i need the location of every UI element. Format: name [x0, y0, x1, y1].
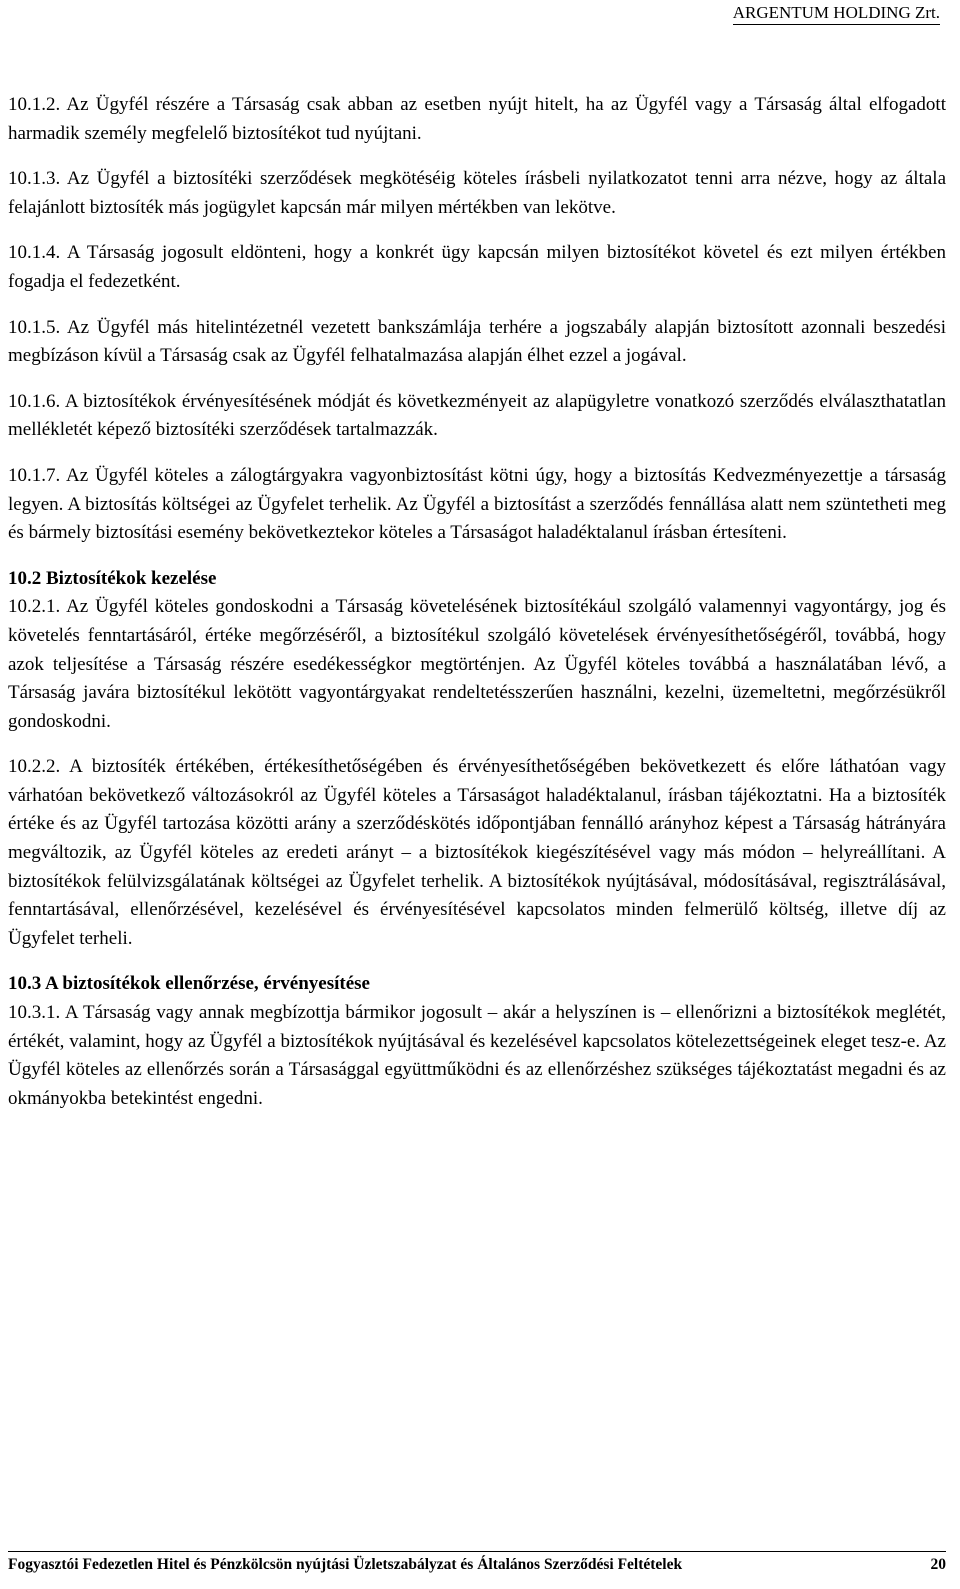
company-name: ARGENTUM HOLDING Zrt.: [733, 3, 940, 25]
page-number: 20: [930, 1556, 946, 1573]
section-heading-10-2: 10.2 Biztosítékok kezelése: [8, 567, 217, 589]
paragraph-10-1-2: 10.1.2. Az Ügyfél részére a Társaság csak abban az esetben nyújt hitelt, ha az Ügyfél vagy a Társaság által elfogadott harmadik személy megfelelő biztosítékot tud nyújtani.: [8, 94, 946, 144]
section-heading-10-3: 10.3 A biztosítékok ellenőrzése, érvényesítése: [8, 973, 370, 995]
paragraph-10-1-7: 10.1.7. Az Ügyfél köteles a zálogtárgyakra vagyonbiztosítást kötni úgy, hogy a biztosítás Kedvezményezettje a társaság legyen. A biztosítás költségei az Ügyfelet terhelik. Az Ügyfél a biztosítást a szerződés fennállása alatt nem szüntetheti meg és bármely biztosítási esemény bekövetkeztekor köteles a Társaságot haladéktalanul írásban értesíteni.: [8, 464, 946, 544]
paragraph-10-3-1: 10.3.1. A Társaság vagy annak megbízottja bármikor jogosult – akár a helyszínen is – ellenőrizni a biztosítékok meglétét, értékét, valamint, hogy az Ügyfél a biztosítékok nyújtásával és kezelésével kapcsolatos kötelezettségeinek eleget tesz-e. Az Ügyfél köteles az ellenőrzés során a Társasággal együttműködni és az ellenőrzéshez szükséges tájékoztatást megadni és az okmányokba betekintést engedni.: [8, 1002, 946, 1109]
footer-title: Fogyasztói Fedezetlen Hitel és Pénzkölcsön nyújtási Üzletszabályzat és Általános Szerződési Feltételek: [8, 1556, 683, 1573]
page-header: [8, 3, 940, 27]
document-body: [8, 91, 946, 1130]
page-footer: [8, 1551, 946, 1574]
paragraph-10-1-5: 10.1.5. Az Ügyfél más hitelintézetnél vezetett bankszámlája terhére a jogszabály alapján biztosított azonnali beszedési megbízáson kívül a Társaság csak az Ügyfél felhatalmazása alapján élhet ezzel a jogával.: [8, 316, 946, 367]
paragraph-10-1-6: 10.1.6. A biztosítékok érvényesítésének módját és következményeit az alapügyletre vonatkozó szerződés elválaszthatatlan mellékletét képező biztosítéki szerződések tartalmazzák.: [8, 390, 946, 441]
paragraph-10-2-1: 10.2.1. Az Ügyfél köteles gondoskodni a Társaság követelésének biztosítékául szolgáló valamennyi vagyontárgy, jog és követelés fenntartásáról, értéke megőrzéséről, a biztosítékul szolgáló követelések érvényesíthetőségéről, továbbá, hogy azok teljesítése a Társaság részére esedékességkor megtörténjen. Az Ügyfél köteles továbbá a használatában lévő, a Társaság javára biztosítékul lekötött vagyontárgyakat rendeltetésszerűen használni, kezelni, üzemeltetni, megőrzésükről gondoskodni.: [8, 596, 946, 732]
paragraph-10-1-4: 10.1.4. A Társaság jogosult eldönteni, hogy a konkrét ügy kapcsán milyen biztosítékot követel és ezt milyen értékben fogadja el fedezetként.: [8, 242, 946, 292]
paragraph-10-1-3: 10.1.3. Az Ügyfél a biztosítéki szerződések megkötéséig köteles írásbeli nyilatkozatot tenni arra nézve, hogy az általa felajánlott biztosíték más jogügylet kapcsán már milyen mértékben van lekötve.: [8, 168, 946, 218]
paragraph-10-2-2: 10.2.2. A biztosíték értékében, értékesíthetőségében és érvényesíthetőségében bekövetkezett és előre láthatóan vagy várhatóan bekövetkező változásokról az Ügyfél köteles a Társaságot haladéktalanul, írásban tájékoztatni. Ha a biztosíték értéke és az Ügyfél tartozása közötti arány a szerződéskötés időpontjában fennálló arányhoz képest a Társaság hátrányára megváltozik, az Ügyfél köteles az eredeti arányt – a biztosítékok kiegészítésével vagy más módon – helyreállítani. A biztosítékok felülvizsgálatának költségei az Ügyfelet terhelik. A biztosítékok nyújtásával, módosításával, regisztrálásával, fenntartásával, ellenőrzésével, kezelésével és érvényesítésével kapcsolatos minden felmerülő költség, illetve díj az Ügyfelet terheli.: [8, 756, 946, 949]
